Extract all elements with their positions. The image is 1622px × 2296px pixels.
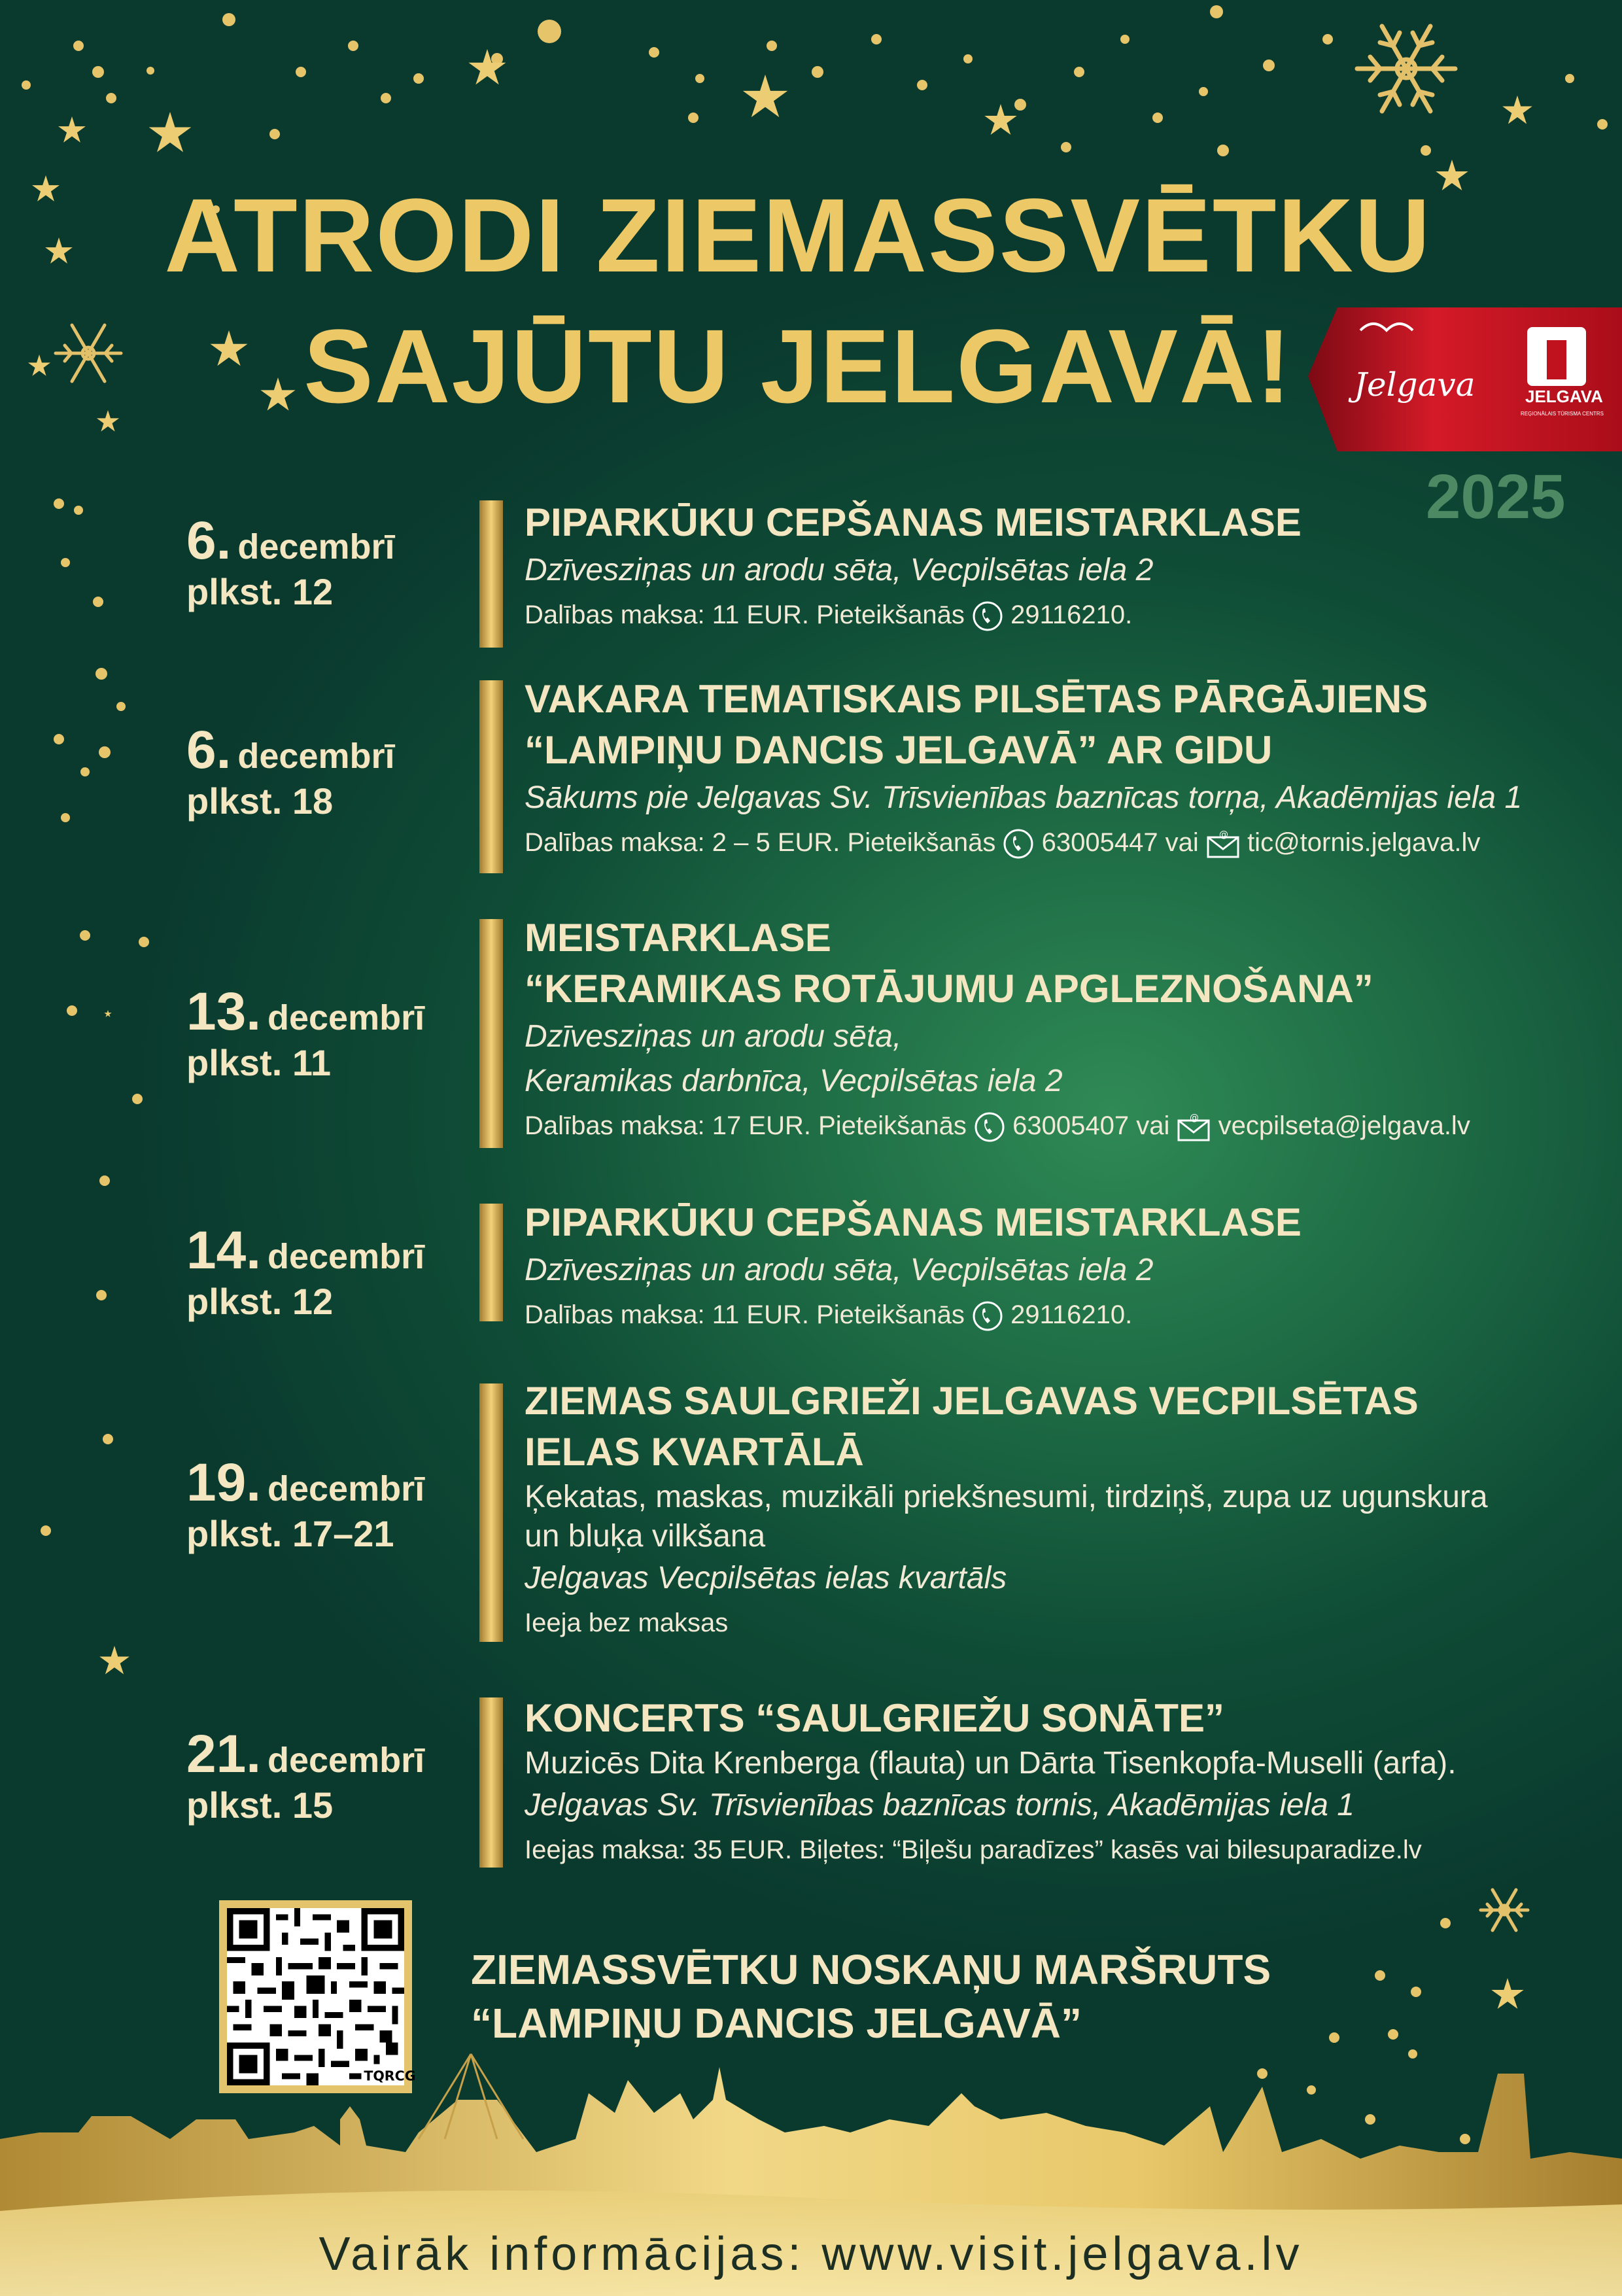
svg-text:@: @ bbox=[1218, 829, 1228, 841]
event-fee bbox=[525, 820, 1571, 865]
gold-bar bbox=[479, 919, 503, 1148]
event-title: “KERAMIKAS ROTĀJUMU APGLEZNOŠANA” bbox=[525, 967, 1373, 1011]
fee-text: Dalības maksa: 2 – 5 EUR. Pieteikšanās bbox=[525, 828, 996, 857]
route-title bbox=[471, 1943, 1271, 2050]
gold-bar bbox=[479, 1697, 503, 1868]
gold-bar bbox=[479, 1383, 503, 1642]
event-title: IELAS KVARTĀLĀ bbox=[525, 1430, 864, 1474]
event-body bbox=[525, 674, 1571, 865]
jelgava-logo-ribbon bbox=[1308, 304, 1622, 455]
year-label: 2025 bbox=[1426, 462, 1566, 532]
event-place: Dzīvesziņas un arodu sēta, bbox=[525, 1019, 902, 1054]
email-icon bbox=[1206, 829, 1240, 858]
snowflake-icon bbox=[1357, 26, 1455, 111]
event-title: “LAMPIŅU DANCIS JELGAVĀ” AR GIDU bbox=[525, 728, 1273, 772]
phone-icon bbox=[1003, 828, 1034, 860]
footer-info[interactable]: Vairāk informācijas: www.visit.jelgava.lv bbox=[319, 2228, 1303, 2280]
logo-brand: JELGAVA bbox=[1525, 387, 1603, 406]
event-day: 19. bbox=[186, 1453, 261, 1512]
phone-icon bbox=[974, 1111, 1005, 1143]
route-line-2: “LAMPIŅU DANCIS JELGAVĀ” bbox=[471, 2000, 1082, 2047]
gold-bar bbox=[479, 1204, 503, 1321]
event-title: PIPARKŪKU CEPŠANAS MEISTARKLASE bbox=[525, 1200, 1302, 1244]
event-title: MEISTARKLASE bbox=[525, 916, 831, 960]
event-month: decembrī bbox=[267, 998, 425, 1037]
event-body bbox=[525, 1197, 1571, 1337]
event-title: ZIEMAS SAULGRIEŽI JELGAVAS VECPILSĒTAS bbox=[525, 1379, 1419, 1423]
snowflake-icon bbox=[1481, 1890, 1528, 1930]
event-description: un bluķa vilkšana bbox=[525, 1519, 766, 1554]
event-date bbox=[186, 510, 395, 613]
event-date bbox=[186, 1452, 424, 1555]
event-day: 21. bbox=[186, 1724, 261, 1784]
event-body bbox=[525, 497, 1571, 637]
phone-icon bbox=[972, 1300, 1003, 1332]
event-month: decembrī bbox=[267, 1237, 425, 1276]
event-time: plkst. 18 bbox=[186, 780, 334, 822]
event-body bbox=[525, 1693, 1571, 1872]
event-phone[interactable]: 29116210. bbox=[1010, 1300, 1133, 1329]
phone-icon bbox=[972, 600, 1003, 632]
event-month: decembrī bbox=[267, 1741, 425, 1780]
event-day: 14. bbox=[186, 1221, 261, 1280]
fee-text: Ieeja bez maksas bbox=[525, 1609, 729, 1637]
gold-bar bbox=[479, 680, 503, 873]
event-body bbox=[525, 913, 1571, 1148]
event-email[interactable]: tic@tornis.jelgava.lv bbox=[1247, 828, 1481, 857]
event-place: Dzīvesziņas un arodu sēta, Vecpilsētas iela 2 bbox=[525, 553, 1154, 587]
event-phone[interactable]: 63005447 vai bbox=[1041, 828, 1199, 857]
event-place: Jelgavas Sv. Trīsvienības baznīcas tornis, Akadēmijas iela 1 bbox=[525, 1788, 1355, 1822]
event-date bbox=[186, 720, 395, 822]
event-time: plkst. 12 bbox=[186, 1281, 334, 1322]
event-email[interactable]: vecpilseta@jelgava.lv bbox=[1218, 1111, 1470, 1140]
event-time: plkst. 15 bbox=[186, 1784, 334, 1826]
event-time: plkst. 12 bbox=[186, 571, 334, 612]
event-fee bbox=[525, 1601, 1571, 1645]
event-place: Dzīvesziņas un arodu sēta, Vecpilsētas iela 2 bbox=[525, 1253, 1154, 1287]
event-time: plkst. 17–21 bbox=[186, 1513, 394, 1554]
event-phone[interactable]: 63005407 vai bbox=[1012, 1111, 1170, 1140]
event-fee bbox=[525, 1104, 1571, 1148]
title-line-2: SAJŪTU JELGAVĀ! bbox=[303, 307, 1292, 425]
event-day: 6. bbox=[186, 511, 232, 570]
event-month: decembrī bbox=[267, 1469, 425, 1508]
event-place: Jelgavas Vecpilsētas ielas kvartāls bbox=[525, 1561, 1007, 1595]
event-place: Keramikas darbnīca, Vecpilsētas iela 2 bbox=[525, 1064, 1063, 1098]
event-day: 6. bbox=[186, 720, 232, 780]
fee-text: Dalības maksa: 11 EUR. Pieteikšanās bbox=[525, 1300, 965, 1329]
event-title: PIPARKŪKU CEPŠANAS MEISTARKLASE bbox=[525, 500, 1302, 544]
event-body bbox=[525, 1376, 1571, 1645]
fee-text: Dalības maksa: 11 EUR. Pieteikšanās bbox=[525, 600, 965, 629]
qr-caption: TQRCG bbox=[364, 2068, 416, 2084]
event-month: decembrī bbox=[237, 527, 395, 566]
event-day: 13. bbox=[186, 982, 261, 1041]
event-title: VAKARA TEMATISKAIS PILSĒTAS PĀRGĀJIENS bbox=[525, 677, 1428, 721]
fee-text: Dalības maksa: 17 EUR. Pieteikšanās bbox=[525, 1111, 967, 1140]
route-line-1: ZIEMASSVĒTKU NOSKAŅU MARŠRUTS bbox=[471, 1946, 1271, 1993]
event-description: Ķekatas, maskas, muzikāli priekšnesumi, tirdziņš, zupa uz ugunskura bbox=[525, 1480, 1488, 1514]
event-fee bbox=[525, 1293, 1571, 1337]
event-place: Sākums pie Jelgavas Sv. Trīsvienības baznīcas torņa, Akadēmijas iela 1 bbox=[525, 780, 1523, 815]
event-time: plkst. 11 bbox=[186, 1042, 332, 1083]
event-month: decembrī bbox=[237, 737, 395, 776]
event-description: Muzicēs Dita Krenberga (flauta) un Dārta Tisenkopfa-Muselli (arfa). bbox=[525, 1746, 1457, 1781]
event-date bbox=[186, 1724, 424, 1826]
event-phone[interactable]: 29116210. bbox=[1010, 600, 1133, 629]
event-date bbox=[186, 981, 424, 1084]
logo-brand-sub: REĢIONĀLAIS TŪRISMA CENTRS bbox=[1521, 411, 1604, 417]
title-line-1: ATRODI ZIEMASSVĒTKU bbox=[164, 177, 1432, 294]
gold-bar bbox=[479, 500, 503, 648]
event-title: KONCERTS “SAULGRIEŽU SONĀTE” bbox=[525, 1696, 1225, 1740]
svg-text:@: @ bbox=[1190, 1113, 1199, 1124]
fee-text: Ieejas maksa: 35 EUR. Biļetes: “Biļešu paradīzes” kasēs vai bilesuparadize.lv bbox=[525, 1835, 1422, 1864]
email-icon bbox=[1177, 1113, 1211, 1141]
event-fee bbox=[525, 1828, 1571, 1872]
event-date bbox=[186, 1220, 424, 1323]
logo-script: Jelgava bbox=[1354, 366, 1475, 404]
event-fee bbox=[525, 593, 1571, 637]
